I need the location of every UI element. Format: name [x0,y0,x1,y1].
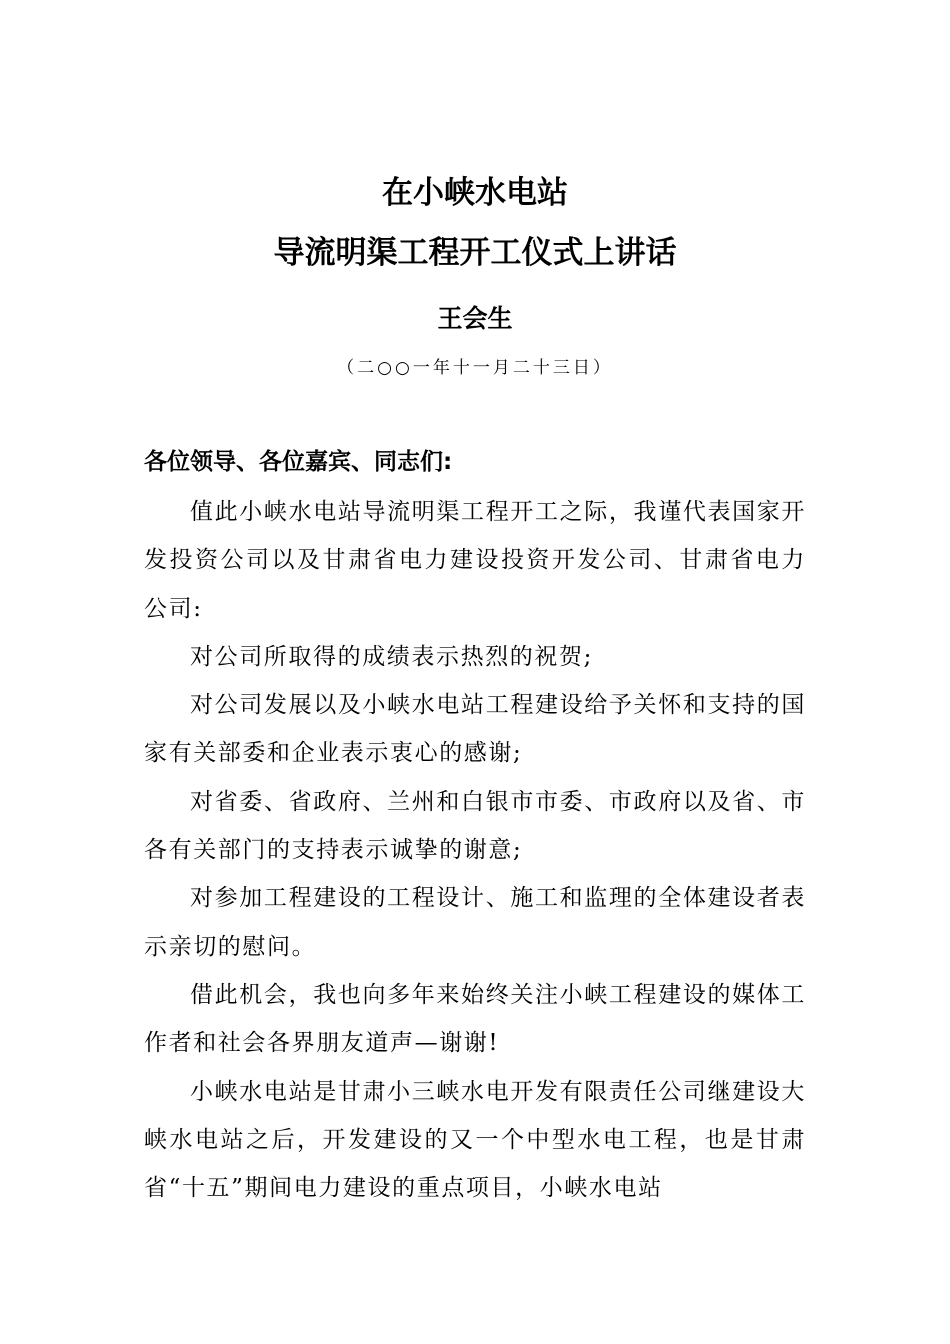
paragraph: 对省委、省政府、兰州和白银市市委、市政府以及省、市各有关部门的支持表示诚挚的谢意; [144,788,806,864]
speech-date: （二○○一年十一月二十三日） [337,358,613,378]
speech-body [144,488,806,1212]
title-line-2: 导流明渠工程开工仪式上讲话 [273,235,677,271]
paragraph: 对公司发展以及小峡水电站工程建设给予关怀和支持的国家有关部委和企业表示衷心的感谢; [144,692,806,767]
paragraph: 值此小峡水电站导流明渠工程开工之际，我谨代表国家开发投资公司以及甘肃省电力建设投资开发公司、甘肃省电力公司: [144,499,806,622]
paragraph: 对参加工程建设的工程设计、施工和监理的全体建设者表示亲切的慰问。 [144,885,806,960]
paragraph: 借此机会，我也向多年来始终关注小峡工程建设的媒体工作者和社会各界朋友道声—谢谢! [144,981,806,1057]
title-line-1: 在小峡水电站 [382,175,568,211]
author-name: 王会生 [437,304,513,333]
paragraph: 对公司所取得的成绩表示热烈的祝贺; [190,643,593,670]
salutation: 各位领导、各位嘉宾、同志们: [144,449,453,475]
paragraph: 小峡水电站是甘肃小三峡水电开发有限责任公司继建设大峡水电站之后，开发建设的又一个中型水电工程，也是甘肃省“十五”期间电力建设的重点项目，小峡水电站 [144,1078,806,1202]
